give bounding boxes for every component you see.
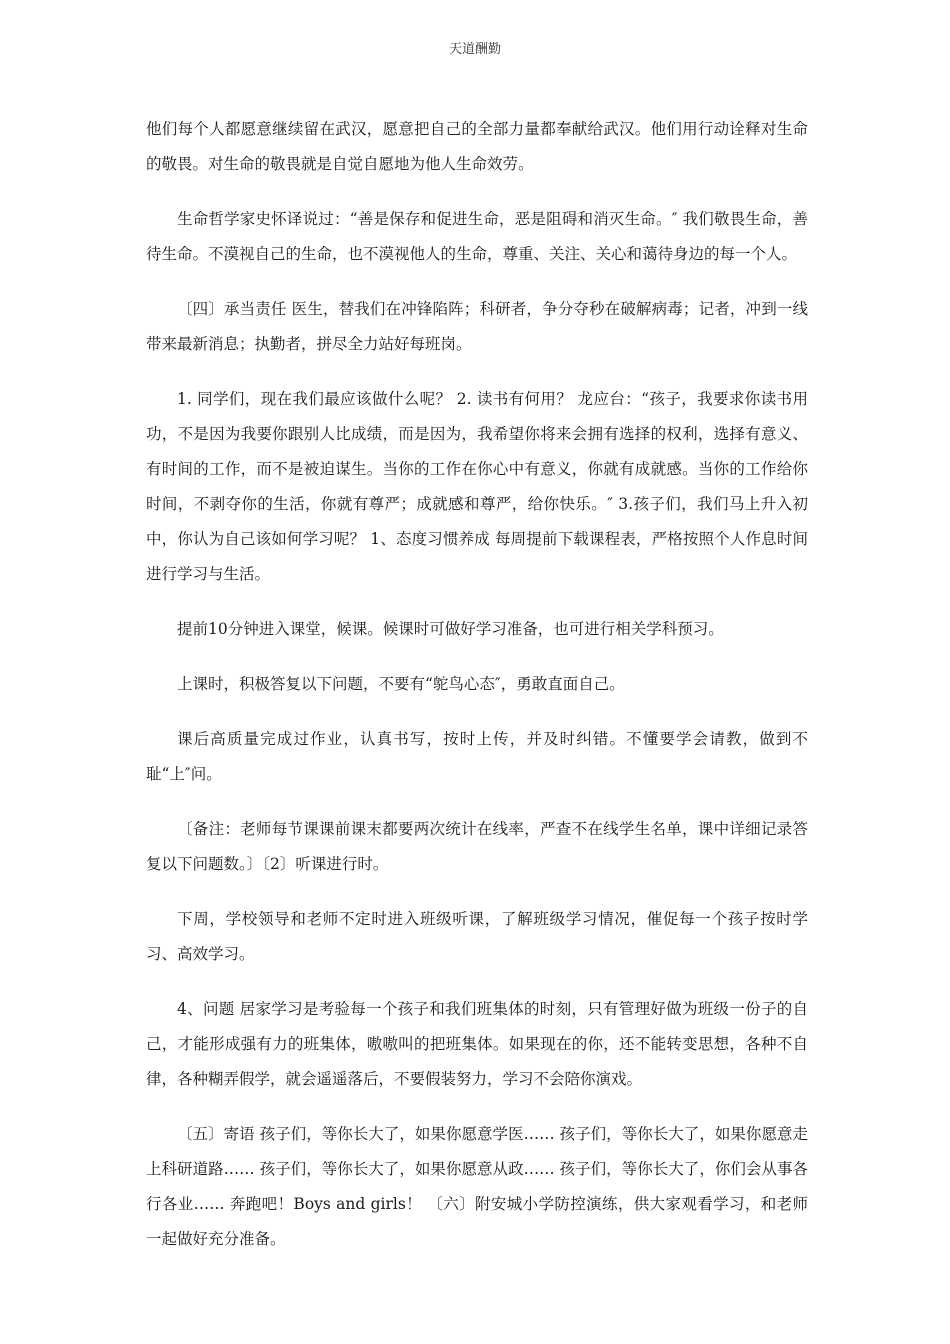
paragraph-continuation: 他们每个人都愿意继续留在武汉，愿意把自己的全部力量都奉献给武汉。他们用行动诠释对生命的敬畏。对生命的敬畏就是自觉自愿地为他人生命效劳。 (146, 120, 808, 173)
document-body (146, 112, 808, 1277)
paragraph-in-class: 上课时，积极答复以下问题，不要有“鸵鸟心态″，勇敢直面自己。 (177, 675, 625, 693)
page-header: 天道酬勤 (448, 42, 501, 57)
paragraph-reading-purpose: 1. 同学们，现在我们最应该做什么呢？ 2. 读书有何用？ 龙应台：“孩子，我要求你读书用功，不是因为我要你跟别人比成绩，而是因为，我希望你将来会拥有选择的权利，选择有意义、有时间的工作，而不是被迫谋生。当你的工作在你心中有意义，你就有成就感。当你的工作给你时间，不剥夺你的生活，你就有尊严；成就感和尊严，给你快乐。″ 3.孩子们，我们马上升入初中，你认为自己该如何学习呢？ 1、态度习惯养成 每周提前下载课程表，严格按照个人作息时间进行学习与生活。 (146, 390, 808, 583)
paragraph-teacher-note: 〔备注：老师每节课课前课末都要两次统计在线率，严查不在线学生名单，课中详细记录答复以下问题数。〕〔2〕听课进行时。 (146, 820, 808, 873)
paragraph-responsibility: 〔四〕承当责任 医生，替我们在冲锋陷阵；科研者，争分夺秒在破解病毒；记者，冲到一线带来最新消息；执勤者，拼尽全力站好每班岗。 (146, 300, 808, 353)
paragraph-class-visit: 下周，学校领导和老师不定时进入班级听课，了解班级学习情况，催促每一个孩子按时学习、高效学习。 (146, 910, 808, 963)
paragraph-pre-class: 提前10分钟进入课堂，候课。候课时可做好学习准备，也可进行相关学科预习。 (177, 620, 724, 638)
paragraph-philosopher-quote: 生命哲学家史怀译说过：“善是保存和促进生命，恶是阻碍和消灭生命。″ 我们敬畏生命，善待生命。不漠视自己的生命，也不漠视他人的生命，尊重、关注、关心和蔼待身边的每一个人。 (146, 210, 808, 263)
paragraph-after-class: 课后高质量完成过作业，认真书写，按时上传，并及时纠错。不懂要学会请教，做到不耻“上″问。 (146, 730, 808, 783)
paragraph-problem: 4、问题 居家学习是考验每一个孩子和我们班集体的时刻，只有管理好做为班级一份子的自己，才能形成强有力的班集体，嗷嗷叫的把班集体。如果现在的你，还不能转变思想，各种不自律，各种糊弄假学，就会遥遥落后，不要假装努力，学习不会陪你演戏。 (146, 1000, 808, 1088)
paragraph-message: 〔五〕寄语 孩子们，等你长大了，如果你愿意学医…… 孩子们，等你长大了，如果你愿意走上科研道路…… 孩子们，等你长大了，如果你愿意从政…… 孩子们，等你长大了，你们会从事各行各业…… 奔跑吧！Boys and girls！ 〔六〕附安城小学防控演练，供大家观看学习，和老师一起做好充分准备。 (146, 1125, 808, 1248)
